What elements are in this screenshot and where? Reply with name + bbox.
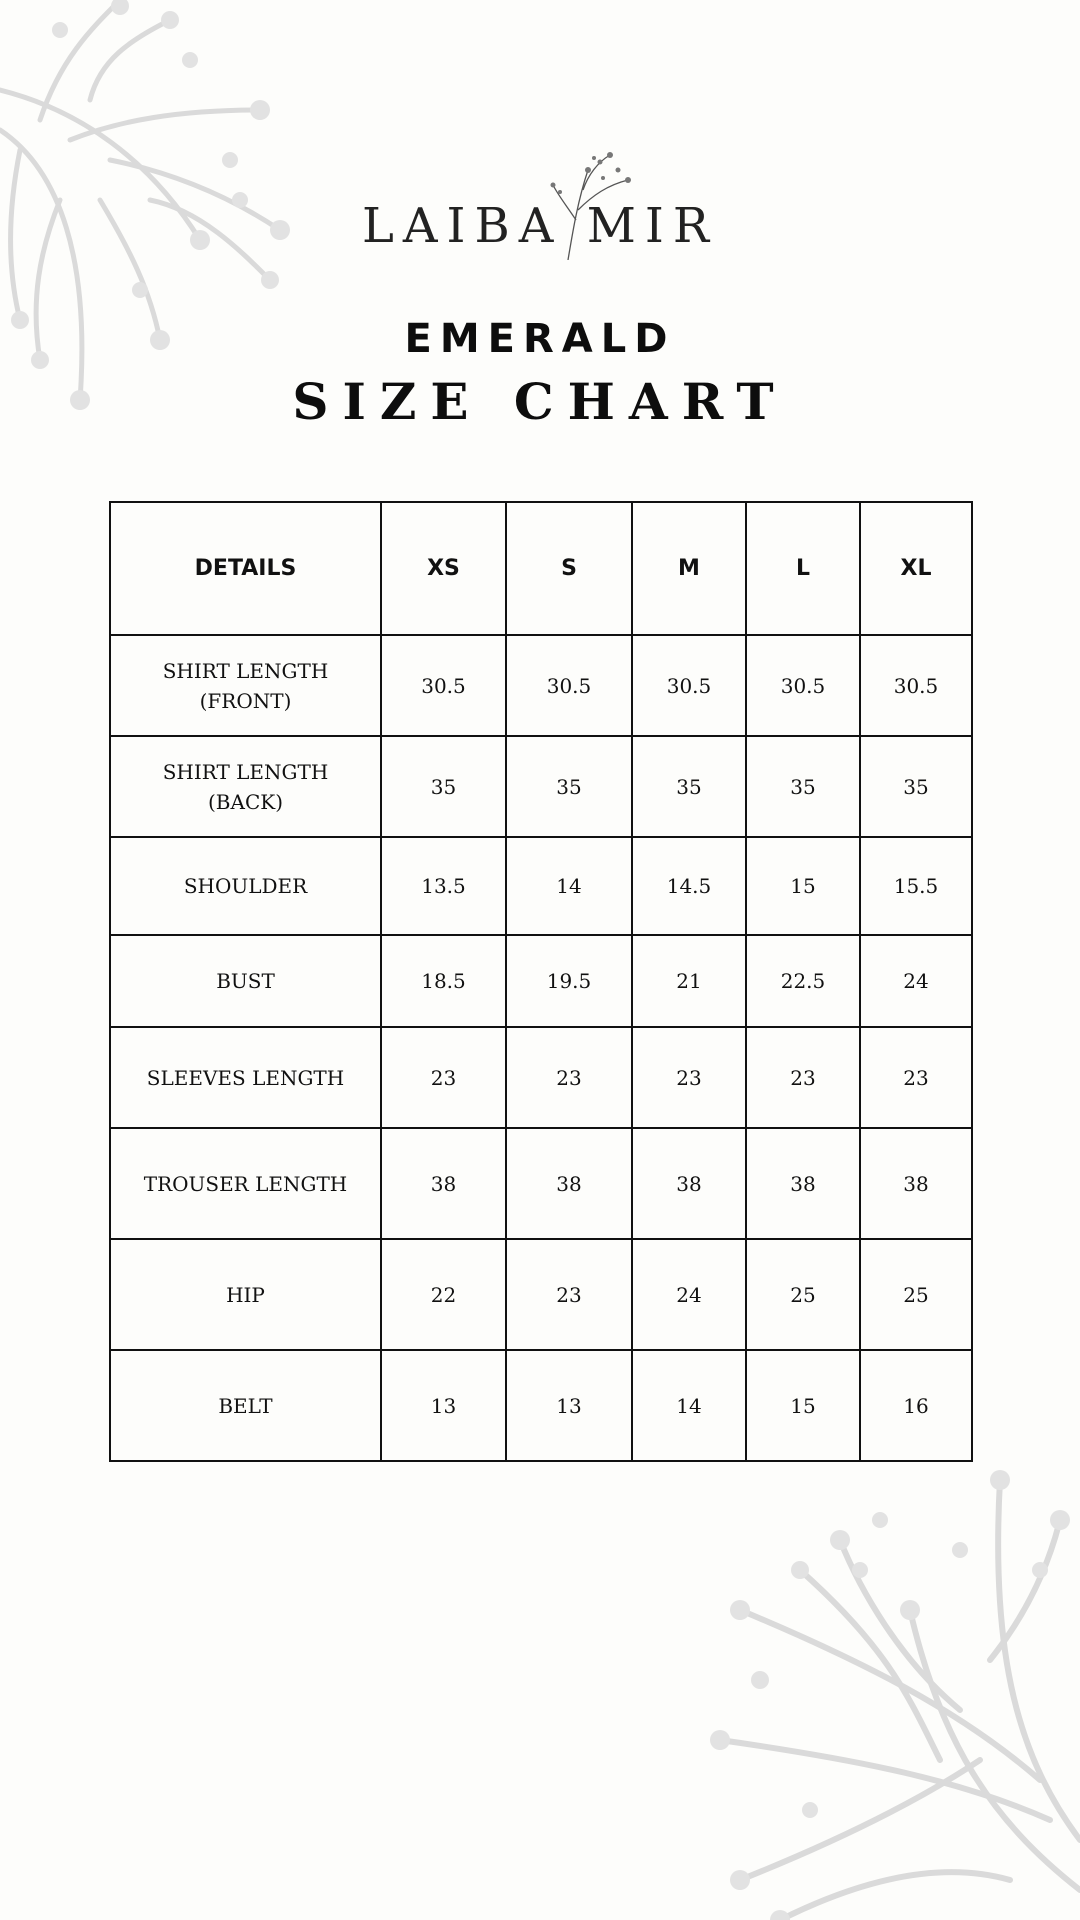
table-cell: 38 <box>632 1128 746 1239</box>
table-header-row <box>110 502 972 635</box>
table-cell: 25 <box>860 1239 972 1350</box>
table-cell: 16 <box>860 1350 972 1461</box>
row-label: BUST <box>110 935 381 1027</box>
table-cell: 35 <box>632 736 746 837</box>
table-cell: 13.5 <box>381 837 506 935</box>
table-cell: 21 <box>632 935 746 1027</box>
table-cell: 25 <box>746 1239 860 1350</box>
column-header-m: M <box>632 502 746 635</box>
brand-name: LAIBA MIR <box>362 198 718 254</box>
table-row <box>110 935 972 1027</box>
table-row <box>110 635 972 736</box>
row-label: SHOULDER <box>110 837 381 935</box>
table-cell: 15 <box>746 1350 860 1461</box>
size-chart-table <box>109 501 973 1462</box>
table-row <box>110 1239 972 1350</box>
table-cell: 23 <box>632 1027 746 1128</box>
table-cell: 23 <box>381 1027 506 1128</box>
collection-name: EMERALD <box>404 316 676 362</box>
table-cell: 30.5 <box>506 635 632 736</box>
table-cell: 15.5 <box>860 837 972 935</box>
table-cell: 13 <box>506 1350 632 1461</box>
table-cell: 24 <box>860 935 972 1027</box>
table-cell: 23 <box>506 1027 632 1128</box>
page-title: SIZE CHART <box>292 372 788 431</box>
floral-branch-icon <box>660 1460 1080 1920</box>
table-cell: 23 <box>506 1239 632 1350</box>
table-cell: 24 <box>632 1239 746 1350</box>
table-cell: 38 <box>381 1128 506 1239</box>
table-row <box>110 736 972 837</box>
row-label <box>110 635 381 736</box>
table-cell: 18.5 <box>381 935 506 1027</box>
table-cell: 38 <box>506 1128 632 1239</box>
column-header-xs: XS <box>381 502 506 635</box>
table-cell: 38 <box>746 1128 860 1239</box>
table-cell: 19.5 <box>506 935 632 1027</box>
table-cell: 14 <box>632 1350 746 1461</box>
table-cell: 38 <box>860 1128 972 1239</box>
table-cell: 15 <box>746 837 860 935</box>
table-cell: 14 <box>506 837 632 935</box>
column-header-s: S <box>506 502 632 635</box>
table-cell: 30.5 <box>746 635 860 736</box>
row-label-line: (FRONT) <box>199 688 292 713</box>
row-label-line: SHIRT LENGTH <box>162 759 329 784</box>
row-label: BELT <box>110 1350 381 1461</box>
table-cell: 35 <box>381 736 506 837</box>
brand-logo <box>0 150 1080 260</box>
table-row <box>110 1027 972 1128</box>
table-cell: 23 <box>746 1027 860 1128</box>
row-label-line: SHIRT LENGTH <box>162 658 329 683</box>
row-label: SLEEVES LENGTH <box>110 1027 381 1128</box>
table-cell: 35 <box>506 736 632 837</box>
table-cell: 13 <box>381 1350 506 1461</box>
table-row <box>110 1350 972 1461</box>
column-header-l: L <box>746 502 860 635</box>
table-cell: 23 <box>860 1027 972 1128</box>
table-cell: 22.5 <box>746 935 860 1027</box>
table-cell: 30.5 <box>381 635 506 736</box>
table-cell: 14.5 <box>632 837 746 935</box>
table-cell: 30.5 <box>632 635 746 736</box>
table-cell: 35 <box>746 736 860 837</box>
row-label: HIP <box>110 1239 381 1350</box>
table-cell: 22 <box>381 1239 506 1350</box>
table-cell: 35 <box>860 736 972 837</box>
row-label <box>110 736 381 837</box>
table-row <box>110 837 972 935</box>
column-header-details: DETAILS <box>110 502 381 635</box>
table-cell: 30.5 <box>860 635 972 736</box>
row-label: TROUSER LENGTH <box>110 1128 381 1239</box>
row-label-line: (BACK) <box>208 789 283 814</box>
column-header-xl: XL <box>860 502 972 635</box>
table-row <box>110 1128 972 1239</box>
